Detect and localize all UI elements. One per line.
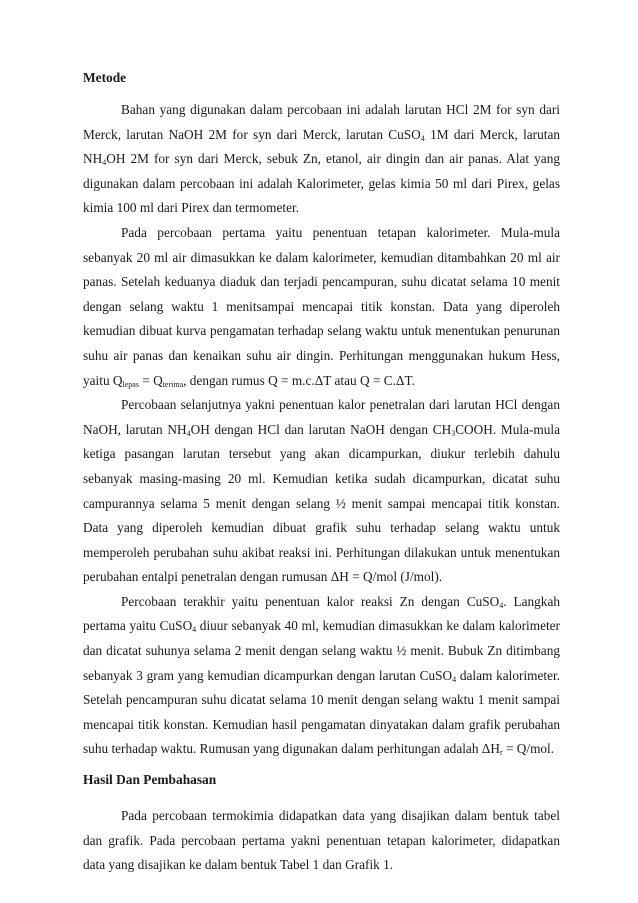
subscript: 4 <box>186 428 191 438</box>
subscript: 4 <box>452 674 457 684</box>
paragraph: Percobaan selanjutnya yakni penentuan kalor penetralan dari larutan HCl dengan NaOH, larutan $NH_4OH$ dengan HCl dan larutan NaOH dengan $CH_3COOH$. Mula-mula ketiga pasangan larutan tersebut yang akan dicampurkan, diukur terlebih dahulu sebanyak masing-masing 20 ml. Kemudian ketika sudah dicampurkan, dicatat suhu campurannya selama 5 menit dengan selang ½ menit sampai mencapai titik konstan. Data yang diperoleh kemudian dibuat grafik suhu terhadap selang waktu untuk memperoleh perubahan suhu akibat reaksi ini. Perhitungan dilakukan untuk menentukan perubahan entalpi penetralan dengan rumusan ΔH = Q/mol (J/mol). <box>83 397 560 585</box>
paragraph: Bahan yang digunakan dalam percobaan ini adalah larutan HCl 2M for syn dari Merck, larutan NaOH 2M for syn dari Merck, larutan CuSO$_4$ 1M dari Merck, larutan $NH_4OH$ 2M for syn dari Merck, sebuk Zn, etanol, air dingin dan air panas. Alat yang digunakan dalam percobaan ini adalah Kalorimeter, gelas kimia 50 ml dari Pirex, gelas kimia 100 ml dari Pirex dan termometer. <box>83 102 560 216</box>
section-heading-hasil: Hasil Dan Pembahasan <box>83 772 217 788</box>
subscript: 4 <box>420 133 425 143</box>
subscript: 4 <box>499 600 504 610</box>
paragraph: Percobaan terakhir yaitu penentuan kalor reaksi Zn dengan CuSO$_4$. Langkah pertama yaitu CuSO$_4$ diuur sebanyak 40 ml, kemudian dimasukkan ke dalam kalorimeter dan dicatat suhunya selama 2 menit dengan selang waktu ½ menit. Bubuk Zn ditimbang sebanyak 3 gram yang kemudian dicampurkan dengan larutan CuSO$_4$ dalam kalorimeter. Setelah pencampuran suhu dicatat selama 10 menit dengan selang waktu 1 menit sampai mencapai titik konstan. Kemudian hasil pengamatan dinyatakan dalam grafik perubahan suhu terhadap waktu. Rumusan yang digunakan dalam perhitungan adalah $\Delta H_r = Q/mol$. <box>83 593 561 758</box>
paragraph: Pada percobaan termokimia didapatkan data yang disajikan dalam bentuk tabel dan grafik. Pada percobaan pertama yakni penentuan tetapan kalorimeter, didapatkan data yang disajikan ke dalam bentuk Tabel 1 dan Grafik 1. <box>83 808 560 873</box>
paragraph: Pada percobaan pertama yaitu penentuan tetapan kalorimeter. Mula-mula sebanyak 20 ml air dimasukkan ke dalam kalorimeter, kemudian ditambahkan 20 ml air panas. Setelah keduanya diaduk dan terjadi pencampuran, suhu dicatat selama 10 menit dengan selang waktu 1 menitsampai mencapai titik konstan. Data yang diperoleh kemudian dibuat kurva pengamatan terhadap selang waktu untuk menentukan penurunan suhu air panas dan kenaikan suhu air dingin. Perhitungan menggunakan hukum Hess, yaitu $Q_{lepas} = Q_{terima}$, dengan rumus Q = m.c.ΔT atau Q = C.ΔT. <box>83 224 560 389</box>
subscript: terima <box>162 379 184 389</box>
page-content <box>83 68 560 878</box>
subscript: 3 <box>451 428 456 438</box>
subscript: 4 <box>102 158 107 168</box>
subscript: 4 <box>192 625 197 635</box>
section-heading-metode: Metode <box>83 70 127 85</box>
subscript: lepas <box>122 379 139 389</box>
subscript: r <box>499 748 503 758</box>
